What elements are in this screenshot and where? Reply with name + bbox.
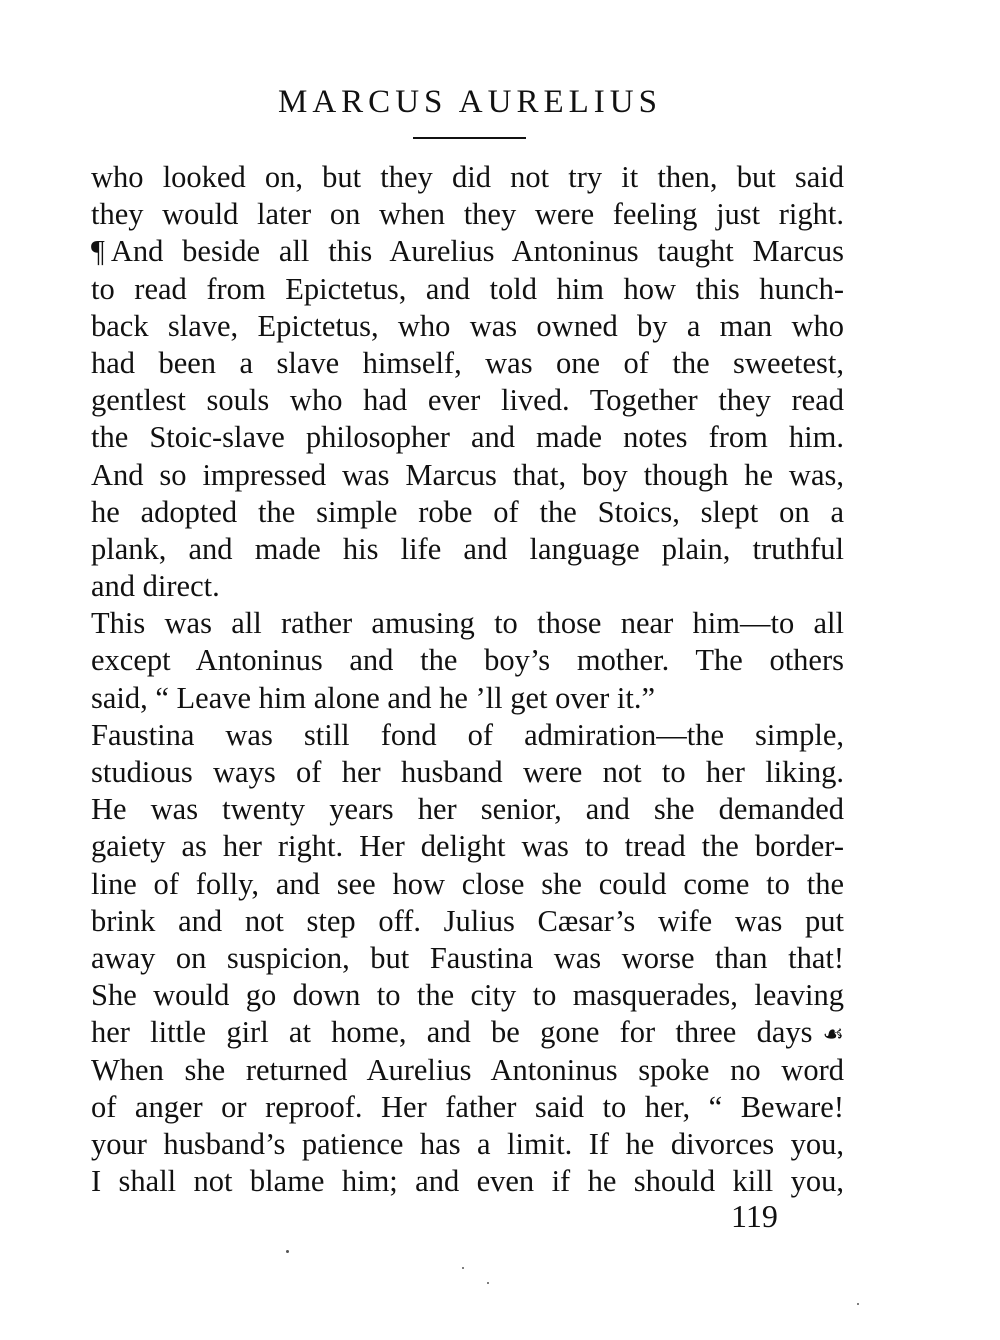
scan-speck [462, 1267, 464, 1269]
text-line: your husband’s patience has a limit. If he divorces you, [91, 1126, 844, 1161]
text-line: who looked on, but they did not try it then, but said [91, 160, 844, 194]
text-line: of anger or reproof. Her father said to her, “ Beware! [91, 1089, 844, 1124]
head-rule [413, 137, 526, 139]
text-line: he adopted the simple robe of the Stoics, slept on a [91, 494, 844, 529]
text-line: He was twenty years her senior, and she demanded [91, 792, 844, 827]
text-line: her little girl at home, and be gone for three days ☙ [91, 1015, 844, 1050]
text-line: When she returned Aurelius Antoninus spoke no word [91, 1052, 844, 1087]
scan-speck [857, 1303, 859, 1305]
text-line: they would later on when they were feeling just right. [91, 197, 844, 232]
running-head: MARCUS AURELIUS [278, 84, 662, 120]
text-line: except Antoninus and the boy’s mother. The others [91, 643, 844, 678]
text-line: away on suspicion, but Faustina was worse than that! [91, 940, 844, 975]
text-line: gentlest souls who had ever lived. Together they read [91, 383, 844, 418]
pilcrow-mark: ¶ [91, 234, 105, 269]
body-text [91, 159, 844, 1200]
text-line: said, “ Leave him alone and he ’ll get over it.” [91, 680, 656, 715]
text-line: the Stoic-slave philosopher and made notes from him. [91, 420, 844, 455]
text-line: had been a slave himself, was one of the sweetest, [91, 345, 844, 380]
text-line: I shall not blame him; and even if he should kill you, [91, 1164, 844, 1199]
text-line: line of folly, and see how close she could come to the [91, 866, 844, 901]
text-line: And so impressed was Marcus that, boy though he was, [91, 457, 844, 492]
text-line: studious ways of her husband were not to her liking. [91, 755, 844, 789]
text-line: brink and not step off. Julius Cæsar’s wife was put [91, 903, 844, 938]
text-line: gaiety as her right. Her delight was to tread the border- [91, 829, 844, 864]
text-line: She would go down to the city to masquerades, leaving [91, 978, 844, 1013]
page-number: 119 [731, 1198, 778, 1234]
text-line: plank, and made his life and language plain, truthful [91, 531, 844, 566]
text-line: and direct. [91, 569, 220, 604]
text-line: Faustina was still fond of admiration—the simple, [91, 717, 844, 752]
ornament-icon: ☙ [822, 1022, 844, 1049]
text-line: to read from Epictetus, and told him how this hunch- [91, 271, 844, 306]
text-line: back slave, Epictetus, who was owned by a man who [91, 308, 844, 343]
text-line: ¶ And beside all this Aurelius Antoninus taught Marcus [91, 234, 844, 269]
scan-speck [286, 1250, 289, 1253]
text-line: This was all rather amusing to those near him—to all [91, 606, 844, 641]
scan-speck [487, 1282, 489, 1284]
